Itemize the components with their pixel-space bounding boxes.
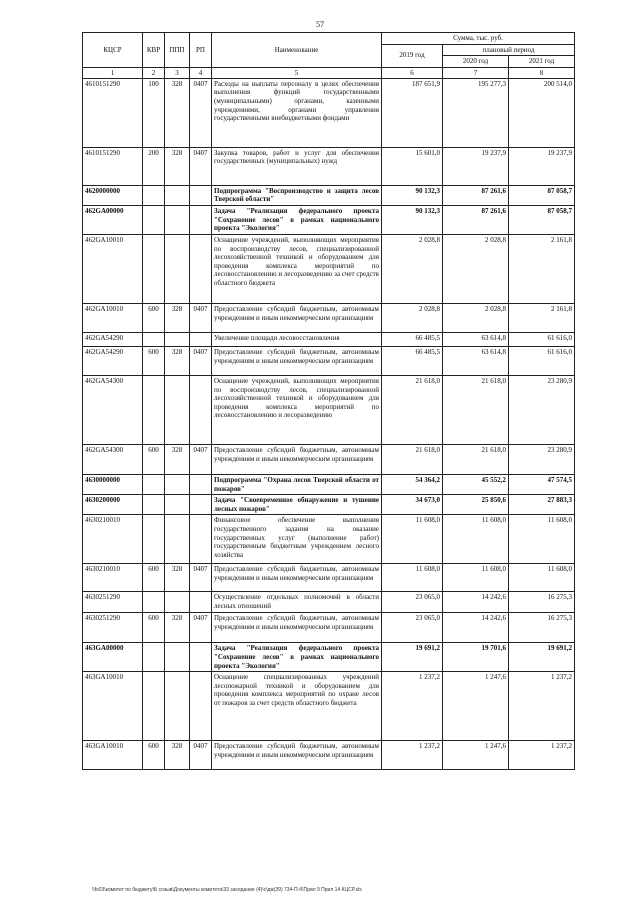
header-kvr: КВР: [143, 33, 165, 68]
table-row: [83, 672, 575, 741]
amount-2021-cell: 61 616,0: [509, 332, 575, 346]
kvr-cell: [143, 515, 165, 564]
amount-2021-cell: 87 058,7: [509, 185, 575, 205]
amount-2019-cell: 15 601,0: [382, 147, 443, 185]
amount-2019-cell: 1 237,2: [382, 672, 443, 741]
ppp-cell: 328: [165, 613, 190, 643]
amount-2019-cell: 2 028,8: [382, 234, 443, 303]
table-row: [83, 332, 575, 346]
ppp-cell: 328: [165, 564, 190, 592]
kvr-cell: [143, 185, 165, 205]
amount-2020-cell: 14 242,6: [443, 613, 509, 643]
kvr-cell: 200: [143, 147, 165, 185]
amount-2019-cell: 11 608,0: [382, 515, 443, 564]
header-kcsr: КЦСР: [83, 33, 143, 68]
amount-2021-cell: 47 574,5: [509, 474, 575, 494]
table-row: [83, 205, 575, 234]
kcsr-cell: 462GA54290: [83, 332, 143, 346]
amount-2019-cell: 11 608,0: [382, 564, 443, 592]
rp-cell: [190, 643, 212, 672]
budget-table: [82, 32, 575, 770]
name-cell: Задача "Реализация федерального проекта "Сохранение лесов" в рамках национального проекта "Экология": [212, 643, 382, 672]
kcsr-cell: 463GA10010: [83, 741, 143, 770]
name-cell: Увеличение площади лесовосстановления: [212, 332, 382, 346]
amount-2019-cell: 23 065,0: [382, 592, 443, 613]
name-cell: Подпрограмма "Воспроизводство и защита лесов Тверской области": [212, 185, 382, 205]
table-row: [83, 515, 575, 564]
amount-2020-cell: 2 028,8: [443, 303, 509, 332]
rp-cell: [190, 495, 212, 515]
column-number: 4: [190, 67, 212, 78]
table-row: [83, 78, 575, 147]
kcsr-cell: 462GA54300: [83, 444, 143, 474]
amount-2020-cell: 45 552,2: [443, 474, 509, 494]
amount-2019-cell: 23 065,0: [382, 613, 443, 643]
ppp-cell: 328: [165, 78, 190, 147]
name-cell: Предоставление субсидий бюджетным, автономным учреждениям и иным некоммерческим организациям: [212, 346, 382, 375]
kvr-cell: 600: [143, 741, 165, 770]
amount-2021-cell: 16 275,3: [509, 613, 575, 643]
kcsr-cell: 4630251290: [83, 613, 143, 643]
name-cell: Задача "Реализация федерального проекта "Сохранение лесов" в рамках национального проекта "Экология": [212, 205, 382, 234]
rp-cell: 0407: [190, 147, 212, 185]
rp-cell: [190, 332, 212, 346]
name-cell: Закупка товаров, работ и услуг для обеспечения государственных (муниципальных) нужд: [212, 147, 382, 185]
ppp-cell: [165, 332, 190, 346]
rp-cell: 0407: [190, 564, 212, 592]
table-row: [83, 346, 575, 375]
rp-cell: 0407: [190, 613, 212, 643]
kvr-cell: [143, 495, 165, 515]
amount-2020-cell: 21 618,0: [443, 444, 509, 474]
table-row: [83, 741, 575, 770]
kcsr-cell: 4610151290: [83, 78, 143, 147]
rp-cell: [190, 515, 212, 564]
ppp-cell: 328: [165, 346, 190, 375]
amount-2021-cell: 61 616,0: [509, 346, 575, 375]
amount-2020-cell: 25 850,6: [443, 495, 509, 515]
amount-2019-cell: 21 618,0: [382, 444, 443, 474]
amount-2019-cell: 34 673,0: [382, 495, 443, 515]
rp-cell: 0407: [190, 303, 212, 332]
table-row: [83, 147, 575, 185]
ppp-cell: [165, 643, 190, 672]
rp-cell: [190, 185, 212, 205]
amount-2021-cell: 11 608,0: [509, 515, 575, 564]
amount-2019-cell: 19 691,2: [382, 643, 443, 672]
amount-2021-cell: 27 883,3: [509, 495, 575, 515]
header-rp: РП: [190, 33, 212, 68]
column-numbers-row: [83, 67, 575, 78]
amount-2020-cell: 19 701,6: [443, 643, 509, 672]
budget-table-body: [83, 78, 575, 769]
amount-2021-cell: 23 280,9: [509, 444, 575, 474]
amount-2020-cell: 1 247,6: [443, 741, 509, 770]
table-row: [83, 185, 575, 205]
amount-2021-cell: 11 608,0: [509, 564, 575, 592]
kcsr-cell: 4630200000: [83, 495, 143, 515]
amount-2019-cell: 1 237,2: [382, 741, 443, 770]
column-number: 8: [509, 67, 575, 78]
column-number: 5: [212, 67, 382, 78]
amount-2021-cell: 2 161,8: [509, 303, 575, 332]
kvr-cell: [143, 643, 165, 672]
kvr-cell: [143, 474, 165, 494]
amount-2019-cell: 2 028,8: [382, 303, 443, 332]
rp-cell: [190, 474, 212, 494]
ppp-cell: [165, 185, 190, 205]
ppp-cell: [165, 205, 190, 234]
amount-2019-cell: 187 651,9: [382, 78, 443, 147]
header-planned-period: плановый период: [443, 44, 575, 56]
name-cell: Финансовое обеспечение выполнения государственного задания на оказание государственных услуг (выполнение работ) государственным бюджетным учреждением лесного хозяйства: [212, 515, 382, 564]
kcsr-cell: 463GA00000: [83, 643, 143, 672]
table-row: [83, 444, 575, 474]
amount-2020-cell: 11 608,0: [443, 564, 509, 592]
rp-cell: 0407: [190, 444, 212, 474]
table-row: [83, 234, 575, 303]
kcsr-cell: 4620000000: [83, 185, 143, 205]
column-number: 7: [443, 67, 509, 78]
kvr-cell: 600: [143, 564, 165, 592]
name-cell: Предоставление субсидий бюджетным, автономным учреждениям и иным некоммерческим организациям: [212, 303, 382, 332]
column-number: 2: [143, 67, 165, 78]
name-cell: Оснащение учреждений, выполняющих мероприятия по воспроизводству лесов, специализированной лесохозяйственной техникой и оборудованием для проведения комплекса мероприятий по лесовосстановлению и лесоразведению: [212, 375, 382, 444]
amount-2021-cell: 87 058,7: [509, 205, 575, 234]
kcsr-cell: 462GA54290: [83, 346, 143, 375]
table-row: [83, 592, 575, 613]
kcsr-cell: 4630210010: [83, 564, 143, 592]
footer-file-path: \\fs03\комитет по бюджету\Б созыв\Документы комитета\33 заседание (4)\с\дж(39) 734-П-б\Прил 9 Прил 14 КЦСР.xls: [92, 887, 362, 893]
name-cell: Оснащение учреждений, выполняющих мероприятия по воспроизводству лесов, специализированной лесохозяйственной техникой и оборудованием для проведения комплекса мероприятий по лесовосстановлению и лесоразведению за счет средств областного бюджета: [212, 234, 382, 303]
ppp-cell: [165, 495, 190, 515]
amount-2020-cell: 87 261,6: [443, 205, 509, 234]
amount-2020-cell: 21 618,0: [443, 375, 509, 444]
kvr-cell: 600: [143, 444, 165, 474]
ppp-cell: [165, 515, 190, 564]
amount-2020-cell: 11 608,0: [443, 515, 509, 564]
ppp-cell: 328: [165, 303, 190, 332]
kcsr-cell: 462GA00000: [83, 205, 143, 234]
kcsr-cell: 462GA10010: [83, 234, 143, 303]
kvr-cell: [143, 375, 165, 444]
table-row: [83, 564, 575, 592]
amount-2019-cell: 90 132,3: [382, 205, 443, 234]
ppp-cell: [165, 234, 190, 303]
kvr-cell: [143, 672, 165, 741]
kcsr-cell: 4630210010: [83, 515, 143, 564]
name-cell: Подпрограмма "Охрана лесов Тверской области от пожаров": [212, 474, 382, 494]
rp-cell: 0407: [190, 78, 212, 147]
ppp-cell: 328: [165, 147, 190, 185]
rp-cell: 0407: [190, 741, 212, 770]
rp-cell: [190, 672, 212, 741]
name-cell: Предоставление субсидий бюджетным, автономным учреждениям и иным некоммерческим организациям: [212, 741, 382, 770]
amount-2020-cell: 63 614,8: [443, 332, 509, 346]
amount-2021-cell: 16 275,3: [509, 592, 575, 613]
kvr-cell: 600: [143, 303, 165, 332]
name-cell: Оснащение специализированных учреждений лесопожарной техникой и оборудованием для проведения комплекса мероприятий по охране лесов от пожаров за счет средств областного бюджета: [212, 672, 382, 741]
rp-cell: [190, 234, 212, 303]
header-2020: 2020 год: [443, 56, 509, 68]
amount-2019-cell: 54 364,2: [382, 474, 443, 494]
rp-cell: [190, 205, 212, 234]
amount-2020-cell: 195 277,3: [443, 78, 509, 147]
amount-2021-cell: 19 237,9: [509, 147, 575, 185]
ppp-cell: 328: [165, 444, 190, 474]
table-row: [83, 613, 575, 643]
table-row: [83, 643, 575, 672]
amount-2020-cell: 63 614,8: [443, 346, 509, 375]
header-ppp: ППП: [165, 33, 190, 68]
table-row: [83, 495, 575, 515]
table-row: [83, 303, 575, 332]
column-number: 3: [165, 67, 190, 78]
name-cell: Предоставление субсидий бюджетным, автономным учреждениям и иным некоммерческим организациям: [212, 613, 382, 643]
ppp-cell: [165, 592, 190, 613]
kcsr-cell: 4630251290: [83, 592, 143, 613]
kvr-cell: [143, 592, 165, 613]
amount-2019-cell: 21 618,0: [382, 375, 443, 444]
header-name: Наименование: [212, 33, 382, 68]
page-number: 57: [316, 20, 324, 29]
amount-2020-cell: 1 247,6: [443, 672, 509, 741]
name-cell: Осуществление отдельных полномочий в области лесных отношений: [212, 592, 382, 613]
kvr-cell: 100: [143, 78, 165, 147]
column-number: 1: [83, 67, 143, 78]
table-row: [83, 474, 575, 494]
name-cell: Предоставление субсидий бюджетным, автономным учреждениям и иным некоммерческим организациям: [212, 444, 382, 474]
kvr-cell: 600: [143, 613, 165, 643]
name-cell: Расходы на выплаты персоналу в целях обеспечения выполнения функций государственными (муниципальными) органами, казенными учреждениями, органами управления государственными внебюджетными фондами: [212, 78, 382, 147]
amount-2021-cell: 2 161,8: [509, 234, 575, 303]
amount-2020-cell: 19 237,9: [443, 147, 509, 185]
amount-2020-cell: 2 028,8: [443, 234, 509, 303]
kcsr-cell: 463GA10010: [83, 672, 143, 741]
amount-2021-cell: 19 691,2: [509, 643, 575, 672]
amount-2021-cell: 1 237,2: [509, 672, 575, 741]
ppp-cell: [165, 474, 190, 494]
name-cell: Задача "Своевременное обнаружение и тушение лесных пожаров": [212, 495, 382, 515]
header-sum: Сумма, тыс. руб.: [382, 33, 575, 45]
name-cell: Предоставление субсидий бюджетным, автономным учреждениям и иным некоммерческим организациям: [212, 564, 382, 592]
kcsr-cell: 462GA54300: [83, 375, 143, 444]
rp-cell: 0407: [190, 346, 212, 375]
kvr-cell: [143, 332, 165, 346]
kvr-cell: 600: [143, 346, 165, 375]
amount-2021-cell: 23 280,9: [509, 375, 575, 444]
kcsr-cell: 462GA10010: [83, 303, 143, 332]
kvr-cell: [143, 205, 165, 234]
amount-2021-cell: 200 514,0: [509, 78, 575, 147]
ppp-cell: [165, 672, 190, 741]
table-row: [83, 375, 575, 444]
amount-2021-cell: 1 237,2: [509, 741, 575, 770]
kvr-cell: [143, 234, 165, 303]
amount-2019-cell: 66 485,5: [382, 346, 443, 375]
rp-cell: [190, 592, 212, 613]
column-number: 6: [382, 67, 443, 78]
amount-2020-cell: 87 261,6: [443, 185, 509, 205]
amount-2019-cell: 90 132,3: [382, 185, 443, 205]
amount-2020-cell: 14 242,6: [443, 592, 509, 613]
ppp-cell: 328: [165, 741, 190, 770]
kcsr-cell: 4610151290: [83, 147, 143, 185]
rp-cell: [190, 375, 212, 444]
header-2019: 2019 год: [382, 44, 443, 67]
amount-2019-cell: 66 485,5: [382, 332, 443, 346]
kcsr-cell: 4630000000: [83, 474, 143, 494]
header-2021: 2021 год: [509, 56, 575, 68]
ppp-cell: [165, 375, 190, 444]
